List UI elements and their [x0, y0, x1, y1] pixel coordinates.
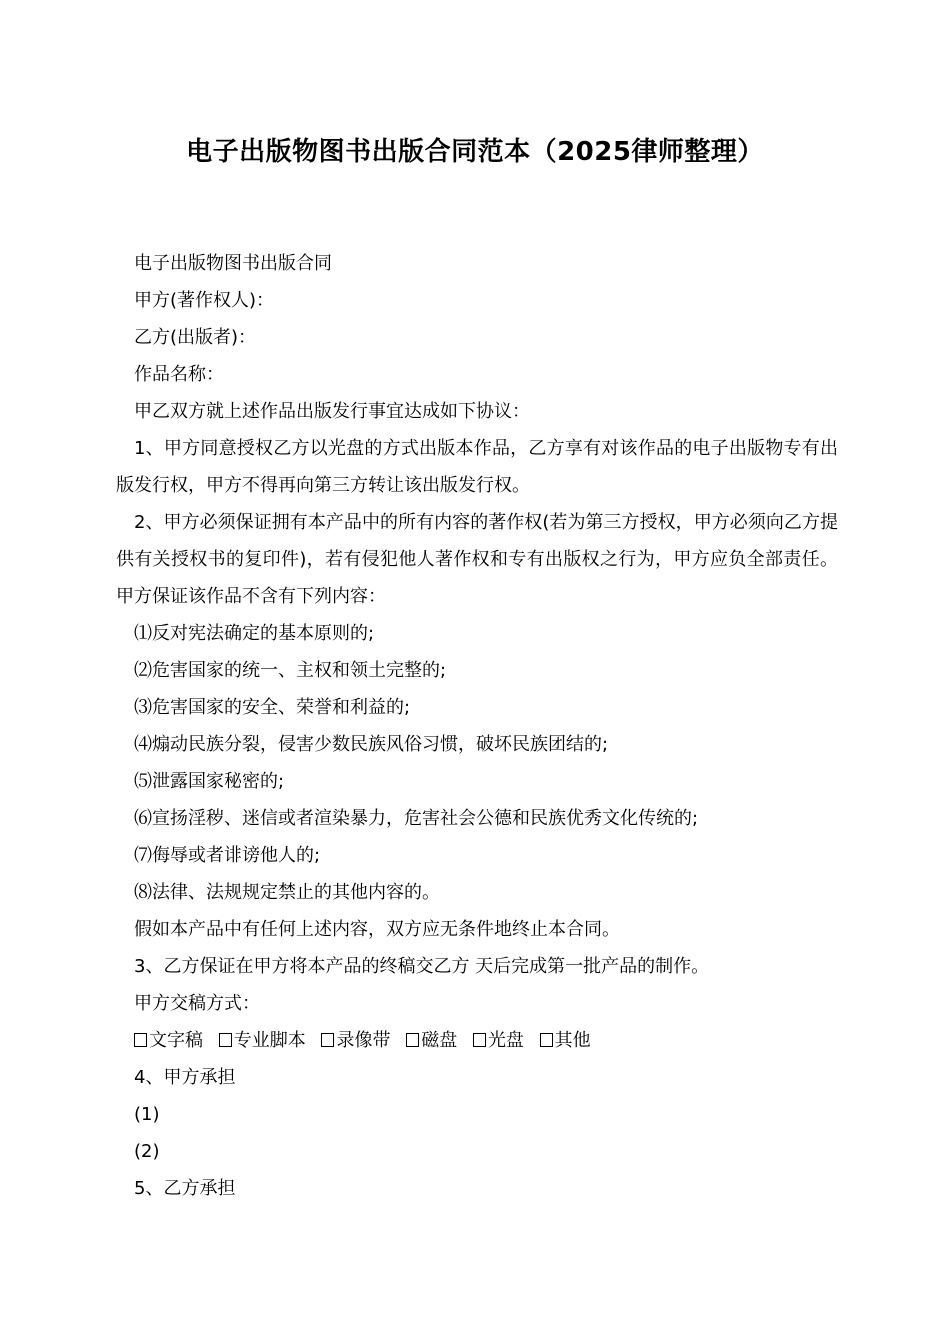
prohibited-item-7: ⑺侮辱或者诽谤他人的;: [134, 845, 321, 866]
checkbox-icon: [540, 1033, 553, 1047]
party-a-line: 甲方(著作权人)：: [134, 290, 275, 311]
checkbox-icon: [219, 1033, 232, 1047]
clause-3: 3、乙方保证在甲方将本产品的终稿交乙方 天后完成第一批产品的制作。: [134, 956, 710, 977]
prohibited-item-1: ⑴反对宪法确定的基本原则的;: [134, 623, 375, 644]
submission-method-label: 甲方交稿方式：: [134, 993, 260, 1014]
checkbox-icon: [134, 1033, 147, 1047]
document-title: 电子出版物图书出版合同范本（2025律师整理）: [186, 137, 764, 167]
termination-note: 假如本产品中有任何上述内容，双方应无条件地终止本合同。: [134, 919, 620, 940]
party-b-line: 乙方(出版者)：: [134, 327, 257, 348]
clause-2: 2、甲方必须保证拥有本产品中的所有内容的著作权(若为第三方授权，甲方必须向乙方提供有关授权书的复印件)，若有侵犯他人著作权和专有出版权之行为，甲方应负全部责任。甲方保证该作品不含有下列内容：: [116, 512, 838, 607]
prohibited-item-6: ⑹宣扬淫秽、迷信或者渲染暴力，危害社会公德和民族优秀文化传统的;: [134, 808, 699, 829]
checkbox-icon: [406, 1033, 419, 1047]
work-name-line: 作品名称：: [134, 364, 224, 385]
option-script: 专业脚本: [219, 1030, 306, 1051]
prohibited-item-3: ⑶危害国家的安全、荣誉和利益的;: [134, 697, 411, 718]
option-text-manuscript: 文字稿: [134, 1030, 203, 1051]
prohibited-item-2: ⑵危害国家的统一、主权和领土完整的;: [134, 660, 447, 681]
prohibited-item-5: ⑸泄露国家秘密的;: [134, 771, 285, 792]
clause-4-item-2: (2): [134, 1141, 160, 1162]
contract-heading: 电子出版物图书出版合同: [134, 253, 332, 274]
option-other: 其他: [540, 1030, 591, 1051]
checkbox-icon: [473, 1033, 486, 1047]
prohibited-item-8: ⑻法律、法规规定禁止的其他内容的。: [134, 882, 440, 903]
clause-5: 5、乙方承担: [134, 1178, 236, 1199]
submission-options: [116, 1022, 838, 1059]
clause-4: 4、甲方承担: [134, 1067, 236, 1088]
option-optical-disc: 光盘: [473, 1030, 524, 1051]
prohibited-item-4: ⑷煽动民族分裂，侵害少数民族风俗习惯，破坏民族团结的;: [134, 734, 609, 755]
clause-1: 1、甲方同意授权乙方以光盘的方式出版本作品，乙方享有对该作品的电子出版物专有出版发行权，甲方不得再向第三方转让该出版发行权。: [116, 438, 838, 496]
agreement-intro: 甲乙双方就上述作品出版发行事宜达成如下协议：: [134, 401, 530, 422]
option-disk: 磁盘: [406, 1030, 457, 1051]
document-body: [116, 245, 838, 1207]
clause-4-item-1: (1): [134, 1104, 160, 1125]
checkbox-icon: [321, 1033, 334, 1047]
option-videotape: 录像带: [321, 1030, 390, 1051]
